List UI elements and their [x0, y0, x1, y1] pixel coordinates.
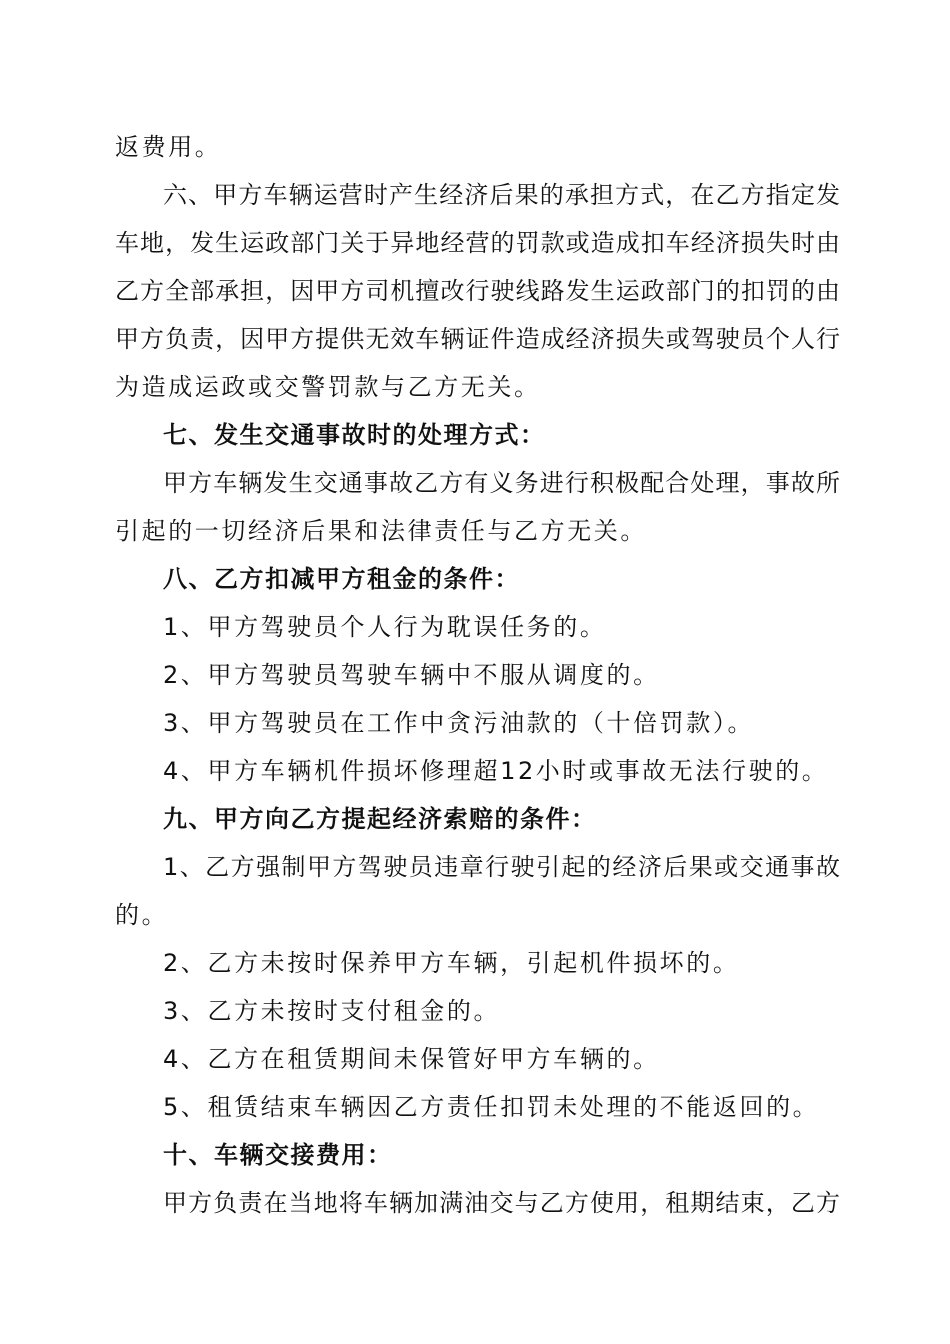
clause-6-line: 甲方负责，因甲方提供无效车辆证件造成经济损失或驾驶员个人行 [115, 325, 840, 353]
list-item: 4、甲方车辆机件损坏修理超12小时或事故无法行驶的。 [163, 757, 829, 785]
list-item-continuation: 的。 [115, 901, 169, 929]
text-line: 返费用。 [115, 133, 222, 161]
list-item: 1、甲方驾驶员个人行为耽误任务的。 [163, 613, 607, 641]
list-item: 2、甲方驾驶员驾驶车辆中不服从调度的。 [163, 661, 660, 689]
clause-6-line: 为造成运政或交警罚款与乙方无关。 [115, 373, 541, 401]
clause-6-line: 乙方全部承担，因甲方司机擅改行驶线路发生运政部门的扣罚的由 [115, 277, 840, 305]
list-item: 4、乙方在租赁期间未保管好甲方车辆的。 [163, 1045, 660, 1073]
clause-6-line: 车地，发生运政部门关于异地经营的罚款或造成扣车经济损失时由 [115, 229, 840, 257]
clause-10-line: 甲方负责在当地将车辆加满油交与乙方使用，租期结束，乙方 [163, 1189, 840, 1217]
clause-7-line: 甲方车辆发生交通事故乙方有义务进行积极配合处理，事故所 [163, 469, 840, 497]
section-8-heading: 八、乙方扣减甲方租金的条件： [163, 565, 520, 593]
list-item: 1、乙方强制甲方驾驶员违章行驶引起的经济后果或交通事故 [163, 853, 840, 881]
list-item: 5、租赁结束车辆因乙方责任扣罚未处理的不能返回的。 [163, 1093, 820, 1121]
section-7-heading: 七、发生交通事故时的处理方式： [163, 421, 546, 449]
list-item: 3、乙方未按时支付租金的。 [163, 997, 501, 1025]
clause-6-line: 六、甲方车辆运营时产生经济后果的承担方式，在乙方指定发 [163, 181, 840, 209]
list-item: 3、甲方驾驶员在工作中贪污油款的（十倍罚款）。 [163, 709, 755, 737]
section-9-heading: 九、甲方向乙方提起经济索赔的条件： [163, 805, 597, 833]
clause-7-line: 引起的一切经济后果和法律责任与乙方无关。 [115, 517, 647, 545]
section-10-heading: 十、车辆交接费用： [163, 1141, 393, 1169]
list-item: 2、乙方未按时保养甲方车辆，引起机件损坏的。 [163, 949, 740, 977]
